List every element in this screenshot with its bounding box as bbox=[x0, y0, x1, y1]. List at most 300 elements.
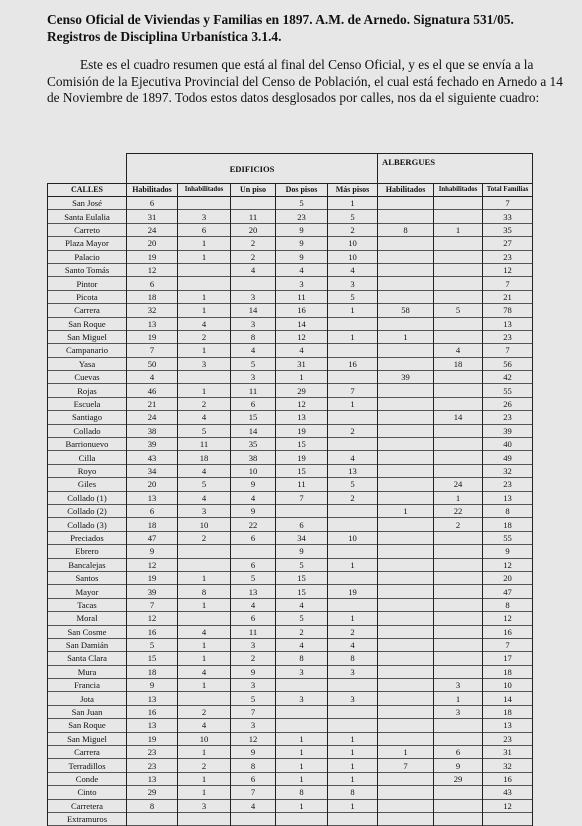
table-cell-edificios-habilitados: 19 bbox=[127, 250, 178, 263]
table-cell-edificios-habilitados: 20 bbox=[127, 478, 178, 491]
table-cell-albergues-habilitados: 39 bbox=[378, 371, 434, 384]
table-cell-mas-pisos: 8 bbox=[328, 652, 378, 665]
table-cell-edificios-habilitados: 9 bbox=[127, 545, 178, 558]
table-cell-un-piso: 13 bbox=[231, 585, 276, 598]
street-name-cell: Moral bbox=[48, 612, 127, 625]
table-cell-albergues-habilitados bbox=[378, 237, 434, 250]
table-row bbox=[48, 598, 533, 611]
table-cell-mas-pisos: 1 bbox=[328, 799, 378, 812]
table-row bbox=[48, 545, 533, 558]
table-cell-mas-pisos: 8 bbox=[328, 786, 378, 799]
table-cell-dos-pisos: 29 bbox=[276, 384, 328, 397]
table-cell-edificios-inhabilitados bbox=[178, 558, 231, 571]
table-cell-albergues-habilitados bbox=[378, 705, 434, 718]
table-cell-un-piso bbox=[231, 812, 276, 825]
table-cell-albergues-habilitados bbox=[378, 464, 434, 477]
table-cell-dos-pisos: 31 bbox=[276, 357, 328, 370]
table-cell-un-piso: 38 bbox=[231, 451, 276, 464]
table-cell-albergues-habilitados bbox=[378, 397, 434, 410]
table-cell-un-piso: 2 bbox=[231, 652, 276, 665]
table-cell-total-familias: 18 bbox=[483, 665, 533, 678]
table-row bbox=[48, 638, 533, 651]
column-header-dos-pisos: Dos pisos bbox=[276, 184, 328, 197]
table-cell-mas-pisos: 5 bbox=[328, 210, 378, 223]
table-cell-total-familias: 7 bbox=[483, 197, 533, 210]
table-cell-mas-pisos: 13 bbox=[328, 464, 378, 477]
table-cell-edificios-inhabilitados bbox=[178, 545, 231, 558]
table-cell-total-familias: 23 bbox=[483, 330, 533, 343]
table-cell-albergues-habilitados bbox=[378, 357, 434, 370]
table-cell-total-familias: 55 bbox=[483, 384, 533, 397]
table-cell-mas-pisos: 1 bbox=[328, 612, 378, 625]
table-cell-total-familias: 13 bbox=[483, 317, 533, 330]
table-cell-edificios-habilitados: 13 bbox=[127, 692, 178, 705]
street-name-cell: Carrera bbox=[48, 746, 127, 759]
table-cell-edificios-inhabilitados: 1 bbox=[178, 384, 231, 397]
table-cell-edificios-habilitados: 9 bbox=[127, 679, 178, 692]
table-cell-edificios-habilitados: 15 bbox=[127, 652, 178, 665]
table-row bbox=[48, 263, 533, 276]
table-cell-edificios-inhabilitados: 1 bbox=[178, 679, 231, 692]
table-cell-albergues-habilitados bbox=[378, 518, 434, 531]
table-cell-un-piso: 3 bbox=[231, 679, 276, 692]
table-cell-total-familias: 27 bbox=[483, 237, 533, 250]
table-cell-mas-pisos: 1 bbox=[328, 746, 378, 759]
table-cell-dos-pisos: 11 bbox=[276, 290, 328, 303]
table-cell-albergues-habilitados bbox=[378, 692, 434, 705]
table-cell-un-piso: 9 bbox=[231, 746, 276, 759]
street-name-cell: Santa Clara bbox=[48, 652, 127, 665]
table-cell-albergues-habilitados bbox=[378, 558, 434, 571]
street-name-cell: Preciados bbox=[48, 531, 127, 544]
table-cell-albergues-inhabilitados bbox=[434, 719, 483, 732]
table-cell-albergues-habilitados bbox=[378, 491, 434, 504]
table-cell-dos-pisos: 15 bbox=[276, 585, 328, 598]
table-cell-albergues-habilitados bbox=[378, 652, 434, 665]
table-cell-albergues-inhabilitados: 29 bbox=[434, 772, 483, 785]
table-cell-mas-pisos: 1 bbox=[328, 397, 378, 410]
table-cell-total-familias: 23 bbox=[483, 732, 533, 745]
table-cell-un-piso: 3 bbox=[231, 317, 276, 330]
column-header-edificios-inhabilitados: Inhabilitados bbox=[178, 184, 231, 197]
column-header-un-piso: Un piso bbox=[231, 184, 276, 197]
table-cell-total-familias: 12 bbox=[483, 612, 533, 625]
table-cell-albergues-inhabilitados: 18 bbox=[434, 357, 483, 370]
table-row bbox=[48, 330, 533, 343]
table-cell-dos-pisos: 9 bbox=[276, 223, 328, 236]
street-name-cell: Collado (2) bbox=[48, 504, 127, 517]
table-row bbox=[48, 652, 533, 665]
table-cell-edificios-inhabilitados: 1 bbox=[178, 746, 231, 759]
table-cell-total-familias: 14 bbox=[483, 692, 533, 705]
table-cell-dos-pisos: 12 bbox=[276, 397, 328, 410]
table-cell-mas-pisos bbox=[328, 719, 378, 732]
table-cell-un-piso bbox=[231, 277, 276, 290]
table-cell-mas-pisos bbox=[328, 598, 378, 611]
street-name-cell: Jota bbox=[48, 692, 127, 705]
table-row bbox=[48, 438, 533, 451]
table-cell-albergues-habilitados bbox=[378, 732, 434, 745]
table-cell-total-familias: 7 bbox=[483, 638, 533, 651]
table-cell-dos-pisos: 12 bbox=[276, 330, 328, 343]
table-cell-albergues-habilitados bbox=[378, 638, 434, 651]
table-cell-albergues-inhabilitados bbox=[434, 317, 483, 330]
table-cell-mas-pisos: 4 bbox=[328, 638, 378, 651]
table-cell-albergues-inhabilitados bbox=[434, 250, 483, 263]
table-cell-total-familias: 23 bbox=[483, 250, 533, 263]
table-cell-albergues-inhabilitados: 3 bbox=[434, 705, 483, 718]
street-name-cell: Santo Tomás bbox=[48, 263, 127, 276]
street-name-cell: Santos bbox=[48, 571, 127, 584]
table-cell-albergues-inhabilitados bbox=[434, 786, 483, 799]
table-cell-edificios-habilitados: 8 bbox=[127, 799, 178, 812]
table-cell-edificios-inhabilitados: 1 bbox=[178, 598, 231, 611]
table-cell-edificios-habilitados: 16 bbox=[127, 705, 178, 718]
table-cell-un-piso: 3 bbox=[231, 638, 276, 651]
table-row bbox=[48, 237, 533, 250]
table-cell-albergues-habilitados bbox=[378, 263, 434, 276]
table-cell-edificios-habilitados: 7 bbox=[127, 344, 178, 357]
table-cell-edificios-habilitados: 13 bbox=[127, 719, 178, 732]
table-cell-un-piso bbox=[231, 197, 276, 210]
table-cell-albergues-habilitados bbox=[378, 424, 434, 437]
table-cell-dos-pisos: 9 bbox=[276, 237, 328, 250]
table-cell-dos-pisos: 9 bbox=[276, 250, 328, 263]
table-cell-dos-pisos: 5 bbox=[276, 197, 328, 210]
street-name-cell: Mayor bbox=[48, 585, 127, 598]
street-name-cell: San Miguel bbox=[48, 732, 127, 745]
table-cell-albergues-habilitados bbox=[378, 384, 434, 397]
street-name-cell: Cinto bbox=[48, 786, 127, 799]
table-cell-edificios-inhabilitados: 1 bbox=[178, 304, 231, 317]
table-cell-albergues-inhabilitados bbox=[434, 638, 483, 651]
table-cell-dos-pisos: 16 bbox=[276, 304, 328, 317]
table-row bbox=[48, 397, 533, 410]
street-name-cell: Giles bbox=[48, 478, 127, 491]
table-cell-dos-pisos: 4 bbox=[276, 638, 328, 651]
column-header-albergues-habilitados: Habilitados bbox=[378, 184, 434, 197]
table-cell-dos-pisos: 3 bbox=[276, 277, 328, 290]
table-cell-un-piso: 11 bbox=[231, 210, 276, 223]
table-cell-dos-pisos bbox=[276, 812, 328, 825]
table-cell-edificios-habilitados: 23 bbox=[127, 746, 178, 759]
table-cell-total-familias: 31 bbox=[483, 746, 533, 759]
table-cell-mas-pisos: 3 bbox=[328, 277, 378, 290]
table-cell-mas-pisos bbox=[328, 504, 378, 517]
table-cell-un-piso: 11 bbox=[231, 625, 276, 638]
table-cell-edificios-inhabilitados: 1 bbox=[178, 250, 231, 263]
table-cell-mas-pisos: 10 bbox=[328, 237, 378, 250]
table-cell-edificios-habilitados: 16 bbox=[127, 625, 178, 638]
table-row bbox=[48, 478, 533, 491]
table-cell-edificios-habilitados: 6 bbox=[127, 277, 178, 290]
table-cell-edificios-habilitados: 21 bbox=[127, 397, 178, 410]
table-cell-edificios-inhabilitados: 2 bbox=[178, 759, 231, 772]
table-cell-un-piso: 4 bbox=[231, 263, 276, 276]
table-cell-albergues-habilitados bbox=[378, 545, 434, 558]
group-header-albergues: ALBERGUES bbox=[378, 154, 533, 184]
table-cell-un-piso: 15 bbox=[231, 411, 276, 424]
table-cell-edificios-habilitados: 39 bbox=[127, 438, 178, 451]
table-cell-edificios-habilitados: 4 bbox=[127, 371, 178, 384]
table-cell-mas-pisos: 5 bbox=[328, 478, 378, 491]
table-cell-total-familias: 7 bbox=[483, 277, 533, 290]
table-cell-un-piso: 4 bbox=[231, 598, 276, 611]
table-cell-albergues-inhabilitados bbox=[434, 531, 483, 544]
table-cell-total-familias: 12 bbox=[483, 558, 533, 571]
table-cell-albergues-habilitados bbox=[378, 625, 434, 638]
table-cell-albergues-inhabilitados bbox=[434, 237, 483, 250]
street-name-cell: Palacio bbox=[48, 250, 127, 263]
table-cell-un-piso: 22 bbox=[231, 518, 276, 531]
table-cell-un-piso: 6 bbox=[231, 531, 276, 544]
table-cell-un-piso: 6 bbox=[231, 612, 276, 625]
table-cell-total-familias: 32 bbox=[483, 759, 533, 772]
table-row bbox=[48, 518, 533, 531]
table-row bbox=[48, 504, 533, 517]
table-cell-dos-pisos: 6 bbox=[276, 518, 328, 531]
table-row bbox=[48, 223, 533, 236]
table-cell-un-piso: 6 bbox=[231, 558, 276, 571]
street-name-cell: Cuevas bbox=[48, 371, 127, 384]
street-name-cell: San Juan bbox=[48, 705, 127, 718]
street-name-cell: Francia bbox=[48, 679, 127, 692]
table-row bbox=[48, 357, 533, 370]
table-cell-dos-pisos: 2 bbox=[276, 625, 328, 638]
street-name-cell: San Roque bbox=[48, 317, 127, 330]
table-cell-edificios-inhabilitados: 3 bbox=[178, 799, 231, 812]
table-cell-dos-pisos: 3 bbox=[276, 692, 328, 705]
table-cell-albergues-inhabilitados bbox=[434, 625, 483, 638]
table-cell-edificios-habilitados: 12 bbox=[127, 558, 178, 571]
table-row bbox=[48, 812, 533, 825]
table-cell-mas-pisos: 19 bbox=[328, 585, 378, 598]
table-cell-total-familias: 13 bbox=[483, 719, 533, 732]
table-cell-total-familias bbox=[483, 812, 533, 825]
table-cell-albergues-inhabilitados bbox=[434, 464, 483, 477]
table-cell-edificios-inhabilitados: 1 bbox=[178, 344, 231, 357]
table-cell-edificios-habilitados: 47 bbox=[127, 531, 178, 544]
street-name-cell: Picota bbox=[48, 290, 127, 303]
table-cell-un-piso: 14 bbox=[231, 304, 276, 317]
table-cell-albergues-habilitados bbox=[378, 665, 434, 678]
street-name-cell: Collado bbox=[48, 424, 127, 437]
street-name-cell: Escuela bbox=[48, 397, 127, 410]
table-cell-albergues-inhabilitados: 5 bbox=[434, 304, 483, 317]
table-cell-albergues-inhabilitados bbox=[434, 585, 483, 598]
table-cell-mas-pisos: 1 bbox=[328, 732, 378, 745]
table-cell-total-familias: 16 bbox=[483, 625, 533, 638]
table-row bbox=[48, 304, 533, 317]
table-cell-albergues-inhabilitados bbox=[434, 571, 483, 584]
table-cell-edificios-inhabilitados bbox=[178, 812, 231, 825]
table-cell-albergues-inhabilitados bbox=[434, 652, 483, 665]
table-cell-edificios-inhabilitados: 3 bbox=[178, 210, 231, 223]
census-table bbox=[47, 153, 533, 826]
header-blank bbox=[48, 154, 127, 184]
table-cell-edificios-inhabilitados: 1 bbox=[178, 772, 231, 785]
table-cell-mas-pisos bbox=[328, 317, 378, 330]
table-row bbox=[48, 705, 533, 718]
table-cell-albergues-inhabilitados bbox=[434, 330, 483, 343]
table-cell-albergues-inhabilitados bbox=[434, 424, 483, 437]
table-row bbox=[48, 344, 533, 357]
table-cell-albergues-inhabilitados: 1 bbox=[434, 692, 483, 705]
table-row bbox=[48, 411, 533, 424]
table-cell-dos-pisos: 11 bbox=[276, 478, 328, 491]
table-cell-total-familias: 12 bbox=[483, 263, 533, 276]
table-cell-edificios-habilitados: 6 bbox=[127, 504, 178, 517]
table-cell-un-piso: 3 bbox=[231, 290, 276, 303]
table-row bbox=[48, 799, 533, 812]
table-cell-mas-pisos bbox=[328, 411, 378, 424]
table-cell-mas-pisos: 10 bbox=[328, 250, 378, 263]
street-name-cell: San Miguel bbox=[48, 330, 127, 343]
table-cell-albergues-habilitados: 1 bbox=[378, 504, 434, 517]
table-cell-dos-pisos bbox=[276, 504, 328, 517]
table-row bbox=[48, 558, 533, 571]
table-cell-edificios-inhabilitados: 1 bbox=[178, 290, 231, 303]
table-cell-albergues-inhabilitados: 4 bbox=[434, 344, 483, 357]
table-cell-albergues-habilitados: 7 bbox=[378, 759, 434, 772]
table-cell-albergues-habilitados bbox=[378, 585, 434, 598]
table-cell-un-piso: 6 bbox=[231, 772, 276, 785]
street-name-cell: Carreto bbox=[48, 223, 127, 236]
table-cell-edificios-habilitados: 29 bbox=[127, 786, 178, 799]
table-cell-total-familias: 39 bbox=[483, 424, 533, 437]
table-cell-albergues-habilitados bbox=[378, 438, 434, 451]
table-cell-mas-pisos bbox=[328, 344, 378, 357]
street-name-cell: Mura bbox=[48, 665, 127, 678]
table-cell-dos-pisos: 1 bbox=[276, 799, 328, 812]
table-cell-edificios-inhabilitados: 18 bbox=[178, 451, 231, 464]
table-cell-total-familias: 56 bbox=[483, 357, 533, 370]
table-row bbox=[48, 665, 533, 678]
table-row bbox=[48, 464, 533, 477]
table-cell-total-familias: 18 bbox=[483, 705, 533, 718]
table-cell-total-familias: 10 bbox=[483, 679, 533, 692]
table-cell-un-piso: 3 bbox=[231, 371, 276, 384]
table-cell-edificios-inhabilitados: 10 bbox=[178, 518, 231, 531]
table-cell-albergues-inhabilitados bbox=[434, 598, 483, 611]
street-name-cell: Collado (1) bbox=[48, 491, 127, 504]
table-cell-edificios-habilitados: 19 bbox=[127, 330, 178, 343]
table-cell-un-piso: 9 bbox=[231, 478, 276, 491]
table-cell-edificios-inhabilitados: 8 bbox=[178, 585, 231, 598]
table-row bbox=[48, 571, 533, 584]
table-cell-edificios-habilitados: 23 bbox=[127, 759, 178, 772]
table-cell-edificios-inhabilitados: 4 bbox=[178, 411, 231, 424]
table-cell-albergues-inhabilitados bbox=[434, 799, 483, 812]
column-header-row bbox=[48, 184, 533, 197]
table-cell-dos-pisos: 3 bbox=[276, 665, 328, 678]
table-cell-un-piso: 8 bbox=[231, 759, 276, 772]
table-cell-dos-pisos: 5 bbox=[276, 612, 328, 625]
table-cell-dos-pisos: 13 bbox=[276, 411, 328, 424]
column-header-albergues-inhabilitados: Inhabilitados bbox=[434, 184, 483, 197]
table-cell-un-piso: 4 bbox=[231, 799, 276, 812]
table-cell-total-familias: 20 bbox=[483, 571, 533, 584]
table-cell-edificios-inhabilitados bbox=[178, 197, 231, 210]
table-cell-un-piso: 5 bbox=[231, 357, 276, 370]
table-cell-un-piso: 3 bbox=[231, 719, 276, 732]
table-cell-total-familias: 78 bbox=[483, 304, 533, 317]
street-name-cell: San Cosme bbox=[48, 625, 127, 638]
table-row bbox=[48, 732, 533, 745]
table-row bbox=[48, 719, 533, 732]
table-cell-total-familias: 43 bbox=[483, 786, 533, 799]
table-cell-mas-pisos: 4 bbox=[328, 451, 378, 464]
table-cell-total-familias: 49 bbox=[483, 451, 533, 464]
table-cell-albergues-habilitados bbox=[378, 719, 434, 732]
table-cell-edificios-inhabilitados: 2 bbox=[178, 397, 231, 410]
table-cell-total-familias: 42 bbox=[483, 371, 533, 384]
table-cell-edificios-habilitados: 12 bbox=[127, 612, 178, 625]
table-cell-edificios-inhabilitados bbox=[178, 263, 231, 276]
table-cell-un-piso: 9 bbox=[231, 504, 276, 517]
table-cell-edificios-inhabilitados: 2 bbox=[178, 531, 231, 544]
table-row bbox=[48, 759, 533, 772]
table-row bbox=[48, 384, 533, 397]
street-name-cell: Santiago bbox=[48, 411, 127, 424]
table-cell-dos-pisos: 15 bbox=[276, 464, 328, 477]
table-cell-edificios-habilitados: 6 bbox=[127, 197, 178, 210]
table-cell-un-piso: 4 bbox=[231, 491, 276, 504]
street-name-cell: Barrionuevo bbox=[48, 438, 127, 451]
table-cell-mas-pisos: 3 bbox=[328, 692, 378, 705]
table-cell-mas-pisos bbox=[328, 371, 378, 384]
table-cell-mas-pisos: 4 bbox=[328, 263, 378, 276]
table-cell-un-piso: 6 bbox=[231, 397, 276, 410]
table-cell-albergues-inhabilitados bbox=[434, 384, 483, 397]
table-row bbox=[48, 250, 533, 263]
table-cell-edificios-inhabilitados: 10 bbox=[178, 732, 231, 745]
table-cell-dos-pisos: 23 bbox=[276, 210, 328, 223]
table-cell-albergues-habilitados: 58 bbox=[378, 304, 434, 317]
table-row bbox=[48, 585, 533, 598]
table-cell-mas-pisos bbox=[328, 571, 378, 584]
street-name-cell: Extramuros bbox=[48, 812, 127, 825]
table-cell-dos-pisos: 14 bbox=[276, 317, 328, 330]
table-cell-total-familias: 32 bbox=[483, 464, 533, 477]
table-cell-albergues-inhabilitados bbox=[434, 197, 483, 210]
table-cell-dos-pisos: 15 bbox=[276, 571, 328, 584]
table-cell-mas-pisos bbox=[328, 812, 378, 825]
table-cell-albergues-inhabilitados bbox=[434, 732, 483, 745]
table-cell-albergues-inhabilitados: 1 bbox=[434, 491, 483, 504]
table-cell-dos-pisos: 7 bbox=[276, 491, 328, 504]
table-cell-albergues-inhabilitados bbox=[434, 451, 483, 464]
street-name-cell: Terradillos bbox=[48, 759, 127, 772]
table-cell-dos-pisos: 5 bbox=[276, 558, 328, 571]
column-header-edificios-habilitados: Habilitados bbox=[127, 184, 178, 197]
table-cell-edificios-inhabilitados: 5 bbox=[178, 478, 231, 491]
table-cell-albergues-inhabilitados: 3 bbox=[434, 679, 483, 692]
table-cell-mas-pisos: 2 bbox=[328, 424, 378, 437]
column-header-calles: CALLES bbox=[48, 184, 127, 197]
table-cell-mas-pisos: 10 bbox=[328, 531, 378, 544]
table-cell-edificios-habilitados: 13 bbox=[127, 491, 178, 504]
table-cell-total-familias: 12 bbox=[483, 799, 533, 812]
table-cell-albergues-habilitados bbox=[378, 344, 434, 357]
table-row bbox=[48, 786, 533, 799]
street-name-cell: Plaza Mayor bbox=[48, 237, 127, 250]
table-cell-un-piso: 12 bbox=[231, 732, 276, 745]
street-name-cell: Tacas bbox=[48, 598, 127, 611]
table-cell-total-familias: 26 bbox=[483, 397, 533, 410]
table-cell-mas-pisos: 3 bbox=[328, 665, 378, 678]
column-header-total-familias: Total Familias bbox=[483, 184, 533, 197]
